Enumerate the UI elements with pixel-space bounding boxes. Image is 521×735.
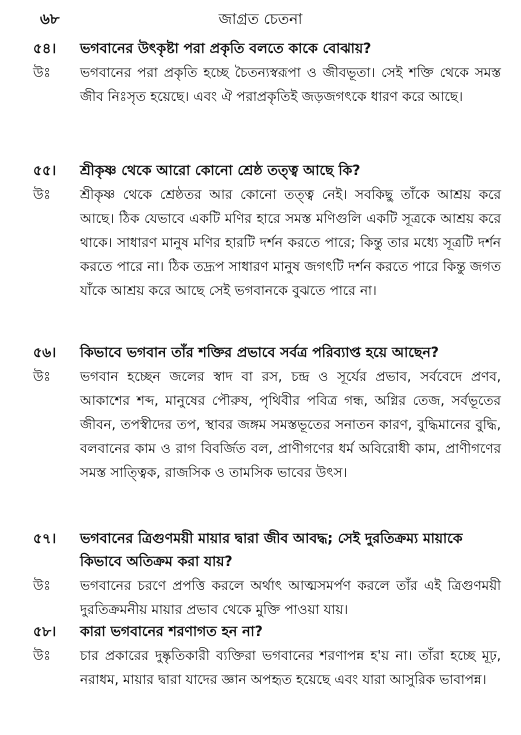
answer-label: উঃ <box>33 648 51 664</box>
question <box>0 528 521 574</box>
question-text: ভগবানের ত্রিগুণময়ী মায়ার দ্বারা জীব আবদ্ধ; সেই দুরতিক্রম্য মায়াকে কিভাবে অতিক্রম করা যায়? <box>80 531 463 570</box>
question-number: ৫৭। <box>33 531 57 547</box>
qa-item-55 <box>0 160 521 303</box>
answer-label: উঃ <box>33 187 51 203</box>
qa-item-54 <box>0 38 521 109</box>
answer <box>0 644 521 692</box>
question-number: ৫৪। <box>33 41 57 57</box>
page-header <box>0 8 521 32</box>
question-text: কারা ভগবানের শরণাগত হন না? <box>80 624 263 640</box>
answer <box>0 183 521 303</box>
question-text: কিভাবে ভগবান তাঁর শক্তির প্রভাবে সর্বত্র পরিব্যাপ্ত হয়ে আছেন? <box>80 345 439 361</box>
answer <box>0 574 521 622</box>
page-number: ৬৮ <box>40 10 60 28</box>
qa-item-58 <box>0 621 521 692</box>
answer <box>0 365 521 485</box>
question <box>0 342 521 365</box>
answer-text: ভগবানের পরা প্রকৃতি হচ্ছে চৈতন্যস্বরূপা ও জীবভূতা। সেই শক্তি থেকে সমস্ত জীব নিঃসৃত হয়েছে। এবং ঐ পরাপ্রকৃতিই জড়জগৎকে ধারণ করে আছে। <box>80 65 501 105</box>
answer-text: চার প্রকারের দুষ্কৃতিকারী ব্যক্তিরা ভগবানের শরণাপন্ন হ'য় না। তাঁরা হচ্ছে মূঢ়, নরাধম, মায়ার দ্বারা যাদের জ্ঞান অপহৃত হয়েছে এবং যারা আসুরিক ভাবাপন্ন। <box>80 648 501 688</box>
question-number: ৫৬। <box>33 345 57 361</box>
question-number: ৫৫। <box>33 163 57 179</box>
question <box>0 621 521 644</box>
answer-label: উঃ <box>33 578 51 594</box>
qa-item-57 <box>0 528 521 622</box>
answer <box>0 61 521 109</box>
answer-label: উঃ <box>33 369 51 385</box>
answer-text: শ্রীকৃষ্ণ থেকে শ্রেষ্ঠতর আর কোনো তত্ত্ব নেই। সবকিছু তাঁকে আশ্রয় করে আছে। ঠিক যেভাবে একটি মণির হারে সমস্ত মণিগুলি একটি সূত্রকে আশ্রয় করে থাকে। সাধারণ মানুষ মণির হারটি দর্শন করতে পারে; কিন্তু তার মধ্যে সূত্রটি দর্শন করতে পারে না। ঠিক তদ্রূপ সাধারণ মানুষ জগৎটি দর্শন করতে পারে কিন্তু জগত যাঁকে আশ্রয় করে আছে সেই ভগবানকে বুঝতে পারে না। <box>80 187 501 299</box>
answer-text: ভগবানের চরণে প্রপত্তি করলে অর্থাৎ আত্মসমর্পণ করলে তাঁর এই ত্রিগুণময়ী দুরতিক্রমনীয় মায়ার প্রভাব থেকে মুক্তি পাওয়া যায়। <box>80 578 501 618</box>
running-title: জাগ্রত চেতনা <box>218 10 303 28</box>
qa-item-56 <box>0 342 521 485</box>
question-text: শ্রীকৃষ্ণ থেকে আরো কোনো শ্রেষ্ঠ তত্ত্ব আছে কি? <box>80 163 361 179</box>
question-number: ৫৮। <box>33 624 57 640</box>
answer-label: উঃ <box>33 65 51 81</box>
question <box>0 160 521 183</box>
question <box>0 38 521 61</box>
question-text: ভগবানের উৎকৃষ্টা পরা প্রকৃতি বলতে কাকে বোঝায়? <box>80 41 372 57</box>
answer-text: ভগবান হচ্ছেন জলের স্বাদ বা রস, চন্দ্র ও সূর্যের প্রভাব, সর্ববেদে প্রণব, আকাশের শব্দ, মানুষের পৌরুষ, পৃথিবীর পবিত্র গন্ধ, অগ্নির তেজ, সর্বভূতের জীবন, তপস্বীদের তপ, স্থাবর জঙ্গম সমস্তভূতের সনাতন কারণ, বুদ্ধিমানের বুদ্ধি, বলবানের কাম ও রাগ বিবর্জিত বল, প্রাণীগণের ধর্ম অবিরোধী কাম, প্রাণীগণের সমস্ত সাত্ত্বিক, রাজসিক ও তামসিক ভাবের উৎস। <box>80 369 501 481</box>
